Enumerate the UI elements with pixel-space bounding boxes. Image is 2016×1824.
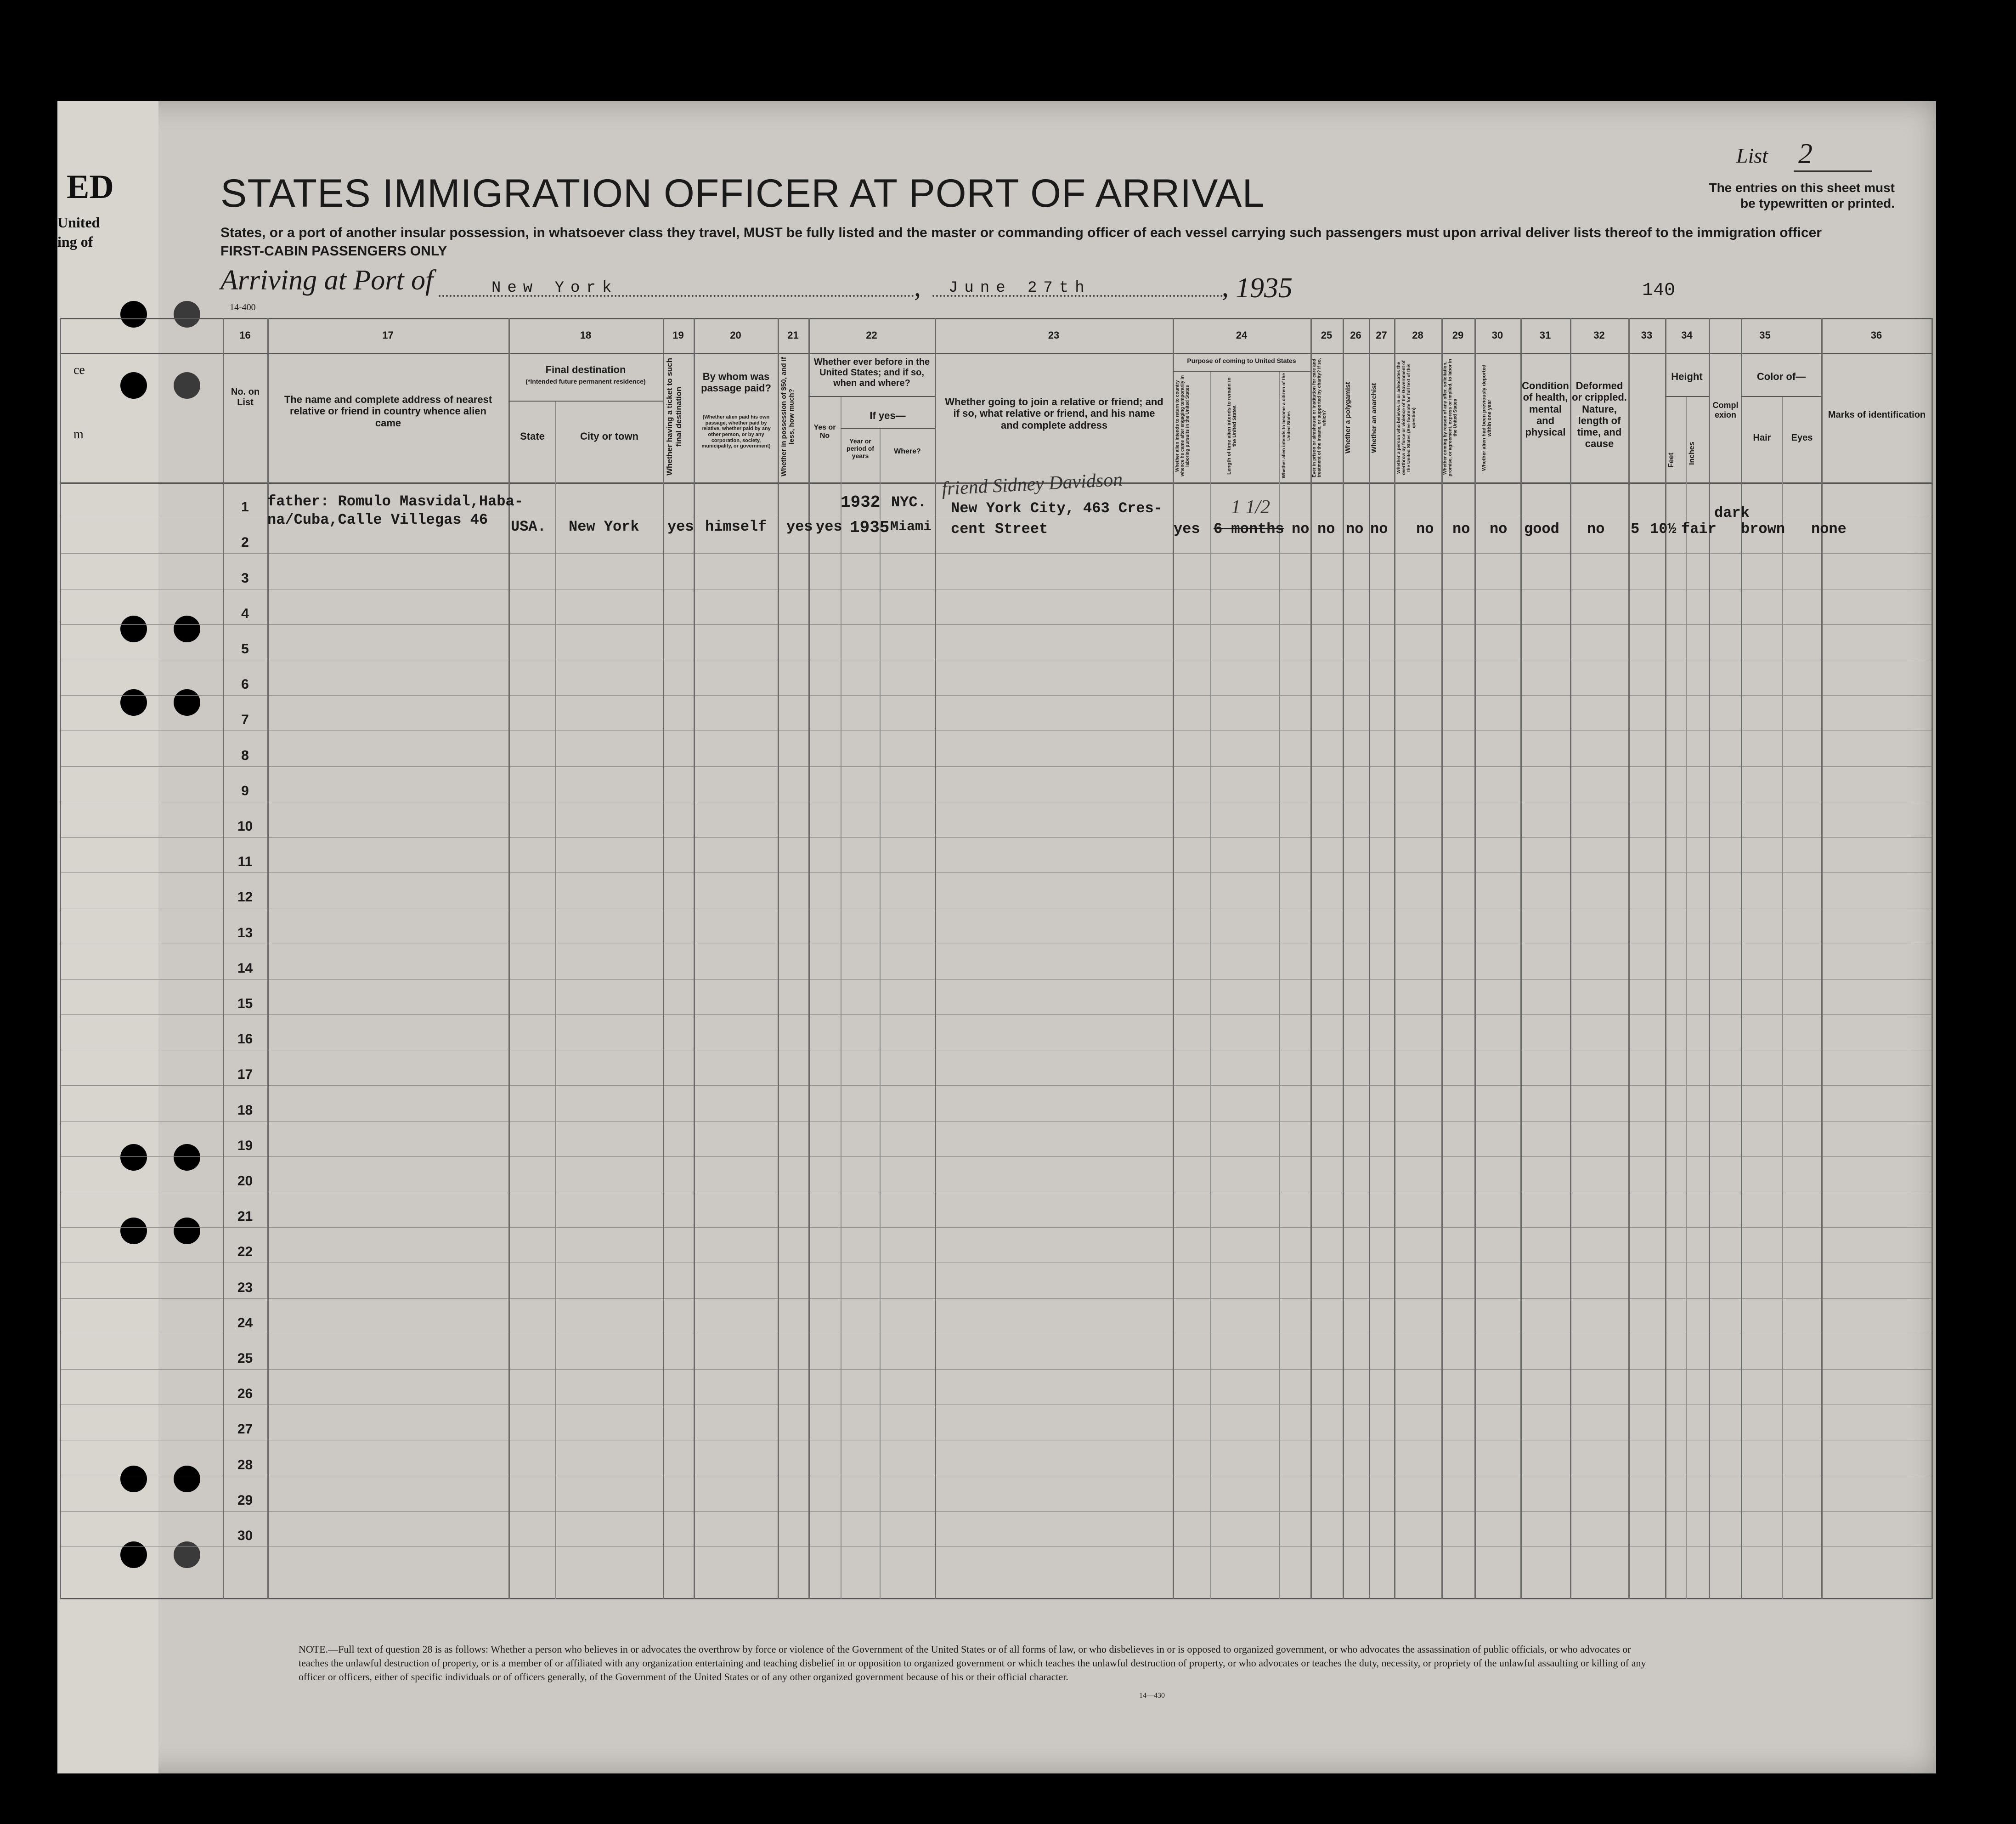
col-num-34: 34 — [1681, 329, 1693, 341]
row-number: 10 — [237, 819, 253, 834]
port-value: New York — [491, 279, 618, 297]
header-years: Year or period of years — [847, 437, 874, 460]
row-number: 20 — [237, 1173, 253, 1189]
entry-state: USA. — [511, 518, 546, 535]
entry-complexion: fair — [1681, 521, 1717, 538]
header-no-on-list: No. on List — [231, 387, 260, 408]
entries-note-line1: The entries on this sheet must — [1709, 181, 1895, 195]
form-instructions: States, or a port of another insular possession, in whatsoever class they travel, MUST be fully listed and the master or commanding officer of each vessel carrying such passengers must upon arrival deliver lists thereof to the immigration officer — [220, 225, 1822, 240]
header-feet: Feet — [1667, 453, 1675, 468]
header-polygamist: Whether a polygamist — [1344, 382, 1352, 454]
row-number: 29 — [237, 1493, 253, 1508]
header-hair: Hair — [1753, 433, 1771, 443]
left-fragment-united: United — [57, 214, 100, 231]
header-height: Height — [1671, 371, 1703, 382]
page-number: 140 — [1642, 280, 1676, 301]
col-num-32: 32 — [1593, 329, 1605, 341]
header-final-destination: Final destination — [545, 364, 626, 375]
left-fragment-m: m — [73, 427, 84, 442]
header-if-yes: If yes— — [870, 410, 906, 421]
row-line — [60, 695, 1931, 696]
row-line — [60, 1511, 1931, 1512]
row-number: 4 — [241, 606, 249, 621]
row-number: 22 — [237, 1244, 253, 1259]
header-yes-or-no: Yes or No — [813, 424, 836, 440]
entry-hair: dark — [1714, 504, 1750, 521]
col-num-26: 26 — [1350, 329, 1361, 341]
row-number: 7 — [241, 712, 249, 727]
entry-length-handwritten: 1 1/2 — [1231, 497, 1271, 518]
row-number: 5 — [241, 641, 249, 657]
header-ever-before: Whether ever before in the United States; and if so, when and where? — [813, 357, 930, 388]
header-complexion: Complexion — [1712, 401, 1739, 419]
header-state: State — [520, 431, 545, 442]
entry-anarchist: no — [1370, 521, 1388, 538]
entry-health: good — [1524, 521, 1559, 538]
header-marks: Marks of identification — [1828, 410, 1926, 420]
entry-prison: no — [1317, 521, 1335, 538]
entry-citizen: no — [1292, 521, 1310, 538]
header-final-destination-sub: (*Intended future permanent residence) — [525, 378, 646, 385]
entry-where-1: NYC. — [891, 494, 926, 511]
col-num-20: 20 — [730, 329, 741, 341]
left-fragment-ce: ce — [73, 363, 85, 377]
row-line — [60, 1298, 1931, 1299]
entry-length-typed: 6 months — [1214, 521, 1284, 538]
row-number: 30 — [237, 1528, 253, 1543]
row-number: 14 — [237, 961, 253, 976]
row-number: 28 — [237, 1457, 253, 1473]
row-number: 19 — [237, 1138, 253, 1153]
comma: , — [1222, 272, 1229, 302]
row-number: 24 — [237, 1315, 253, 1331]
row-number: 26 — [237, 1386, 253, 1401]
row-number: 12 — [237, 889, 253, 905]
col-num-28: 28 — [1412, 329, 1423, 341]
header-color-of: Color of— — [1756, 371, 1806, 382]
header-possession-50: Whether in possession of $50, and if less, how much? — [780, 357, 796, 477]
arriving-label: Arriving at Port of — [220, 265, 434, 296]
entry-q28: no — [1416, 521, 1434, 538]
header-ticket: Whether having a ticket to such final destination — [665, 358, 683, 476]
col-num-23: 23 — [1048, 329, 1060, 341]
year-value: 1935 — [1236, 272, 1293, 304]
entries-note-line2: be typewritten or printed. — [1740, 196, 1895, 210]
col-num-18: 18 — [580, 329, 592, 341]
list-label: List — [1736, 144, 1768, 167]
col-num-22: 22 — [866, 329, 877, 341]
entry-possession-50: yes — [786, 518, 813, 535]
row-number: 9 — [241, 783, 249, 799]
row-number: 23 — [237, 1280, 253, 1295]
header-prison: Ever in prison or almshouse or institution for care and treatment of the insane, or supported by charity? If so, which? — [1312, 358, 1327, 478]
header-city: City or town — [580, 431, 639, 442]
row-line — [60, 553, 1931, 554]
row-line — [60, 1014, 1931, 1015]
row-line — [60, 1156, 1931, 1157]
header-citizen-intent: Whether alien intends to become a citizen of the United States — [1282, 373, 1292, 479]
header-eyes: Eyes — [1791, 433, 1813, 443]
col-num-19: 19 — [672, 329, 684, 341]
left-fragment-ed: ED — [67, 168, 114, 206]
entry-joining-handwritten: friend Sidney Davidson — [941, 469, 1124, 500]
row-number: 16 — [237, 1031, 253, 1047]
col-num-21: 21 — [787, 329, 799, 341]
entry-q30: no — [1490, 521, 1508, 538]
row-number: 13 — [237, 925, 253, 940]
entry-purpose-return: yes — [1174, 521, 1200, 538]
col-num-35: 35 — [1759, 329, 1771, 341]
entry-years-2: 1935 — [850, 518, 890, 537]
header-purpose: Purpose of coming to United States — [1187, 357, 1296, 364]
footnote-q28: NOTE.—Full text of question 28 is as follows: Whether a person who believes in or advocates the overthrow by force or violence of the Government of the United States or of all forms of law, or who disbelieves in or is opposed to organized government, or who advocates the assassination of public officials, or who advocates or teaches the unlawful destruction of property, or is a member of or affiliated with any organization entertaining and teaching disbelief in or opposition to organized government or which teaches the unlawful destruction of property, or who advocates or teaches the duty, necessity, or propriety of the unlawful assaulting or killing of any officer or officers, either of specific individuals or of officers generally, of the Government of the United States or of any other organized government because of his or their official character. — [299, 1643, 1646, 1682]
entry-ticket: yes — [667, 518, 694, 535]
entry-joining-line1: New York City, 463 Cres- — [951, 500, 1163, 517]
row-number: 17 — [237, 1067, 253, 1082]
entry-years-1: 1932 — [841, 493, 881, 512]
row-number: 18 — [237, 1103, 253, 1118]
row-line — [60, 766, 1931, 767]
entries-note — [1665, 180, 1895, 211]
entry-inches: 10½ — [1650, 521, 1677, 538]
col-num-25: 25 — [1321, 329, 1333, 341]
entry-where-2: Miami — [890, 519, 932, 535]
row-line — [60, 837, 1931, 838]
row-line — [60, 1369, 1931, 1370]
entry-before-yes: yes — [816, 518, 842, 535]
row-number: 25 — [237, 1351, 253, 1366]
entry-city: New York — [569, 518, 639, 535]
header-purpose-return: Whether alien intends to return to country whence he came after engaging temporarily in laboring pursuits in the United States — [1175, 375, 1190, 477]
entry-relative-line1: father: Romulo Masvidal,Haba- — [267, 493, 523, 510]
header-length-of-stay: Length of time alien intends to remain in the United States — [1226, 377, 1237, 475]
header-anarchist: Whether an anarchist — [1370, 383, 1378, 453]
entry-marks: none — [1811, 521, 1847, 538]
header-joining: Whether going to join a relative or friend; and if so, what relative or friend, and his name and complete address — [945, 396, 1163, 431]
row-number: 11 — [237, 854, 253, 869]
header-inches: Inches — [1688, 442, 1696, 465]
entry-eyes: brown — [1741, 521, 1785, 538]
left-fragment-ing-of: ing of — [57, 233, 93, 250]
row-number: 15 — [237, 996, 253, 1011]
header-passage-paid: By whom was passage paid? — [701, 371, 771, 394]
col-num-17: 17 — [382, 329, 394, 341]
entry-joining-line2: cent Street — [951, 521, 1048, 538]
col-num-36: 36 — [1870, 329, 1882, 341]
header-deformed: Deformed or crippled. Nature, length of time, and cause — [1572, 380, 1627, 450]
header-q28: Whether a person who believes in or advocates the overthrow by force or violence of the Government of the United States (See footnote for full text of this question) — [1396, 360, 1417, 476]
row-line — [60, 624, 1931, 625]
first-cabin-label: FIRST-CABIN PASSENGERS ONLY — [220, 244, 447, 259]
comma: , — [914, 272, 921, 302]
entry-feet: 5 — [1631, 521, 1640, 538]
col-num-29: 29 — [1452, 329, 1464, 341]
row-number: 27 — [237, 1422, 253, 1437]
form-number: 14-400 — [230, 302, 256, 312]
entry-q29: no — [1452, 521, 1470, 538]
entry-deformed: no — [1587, 521, 1605, 538]
row-line — [60, 979, 1931, 980]
row-number: 2 — [241, 535, 249, 550]
row-line — [60, 1227, 1931, 1228]
col-num-16: 16 — [239, 329, 251, 341]
row-number: 1 — [241, 499, 249, 515]
col-num-31: 31 — [1539, 329, 1551, 341]
entry-paid-by: himself — [705, 518, 767, 535]
date-value: June 27th — [949, 279, 1091, 297]
footnote-form-code: 14—430 — [1139, 1692, 1165, 1699]
row-number: 3 — [241, 571, 249, 586]
header-where: Where? — [894, 448, 921, 455]
header-nearest-relative: The name and complete address of nearest relative or friend in country whence alien came — [284, 394, 492, 429]
form-title: STATES IMMIGRATION OFFICER AT PORT OF ARRIVAL — [220, 171, 1265, 215]
col-num-33: 33 — [1641, 329, 1653, 341]
header-deported: Whether alien had been previously deported within one year — [1481, 364, 1492, 471]
entry-relative-line2: na/Cuba,Calle Villegas 46 — [267, 511, 488, 528]
row-line — [60, 1121, 1931, 1122]
entry-polygamist: no — [1346, 521, 1364, 538]
row-number: 21 — [237, 1209, 253, 1224]
row-line — [60, 872, 1931, 873]
col-num-30: 30 — [1491, 329, 1503, 341]
list-number: 2 — [1794, 138, 1872, 172]
col-num-24: 24 — [1236, 329, 1248, 341]
header-q29: Whether coming by reason of any offer, solicitation, promise, or agreement, express or implied, to labor in the United States — [1443, 359, 1458, 477]
header-health: Condition of health, mental and physical — [1522, 380, 1569, 438]
col-num-27: 27 — [1376, 329, 1387, 341]
row-line — [60, 1085, 1931, 1086]
header-passage-paid-sub: (Whether alien paid his own passage, whether paid by relative, whether paid by any other person, or by any corporation, society, municipality, or government) — [701, 414, 771, 449]
row-number: 8 — [241, 748, 249, 763]
row-number: 6 — [241, 677, 249, 692]
row-line — [60, 1546, 1931, 1547]
